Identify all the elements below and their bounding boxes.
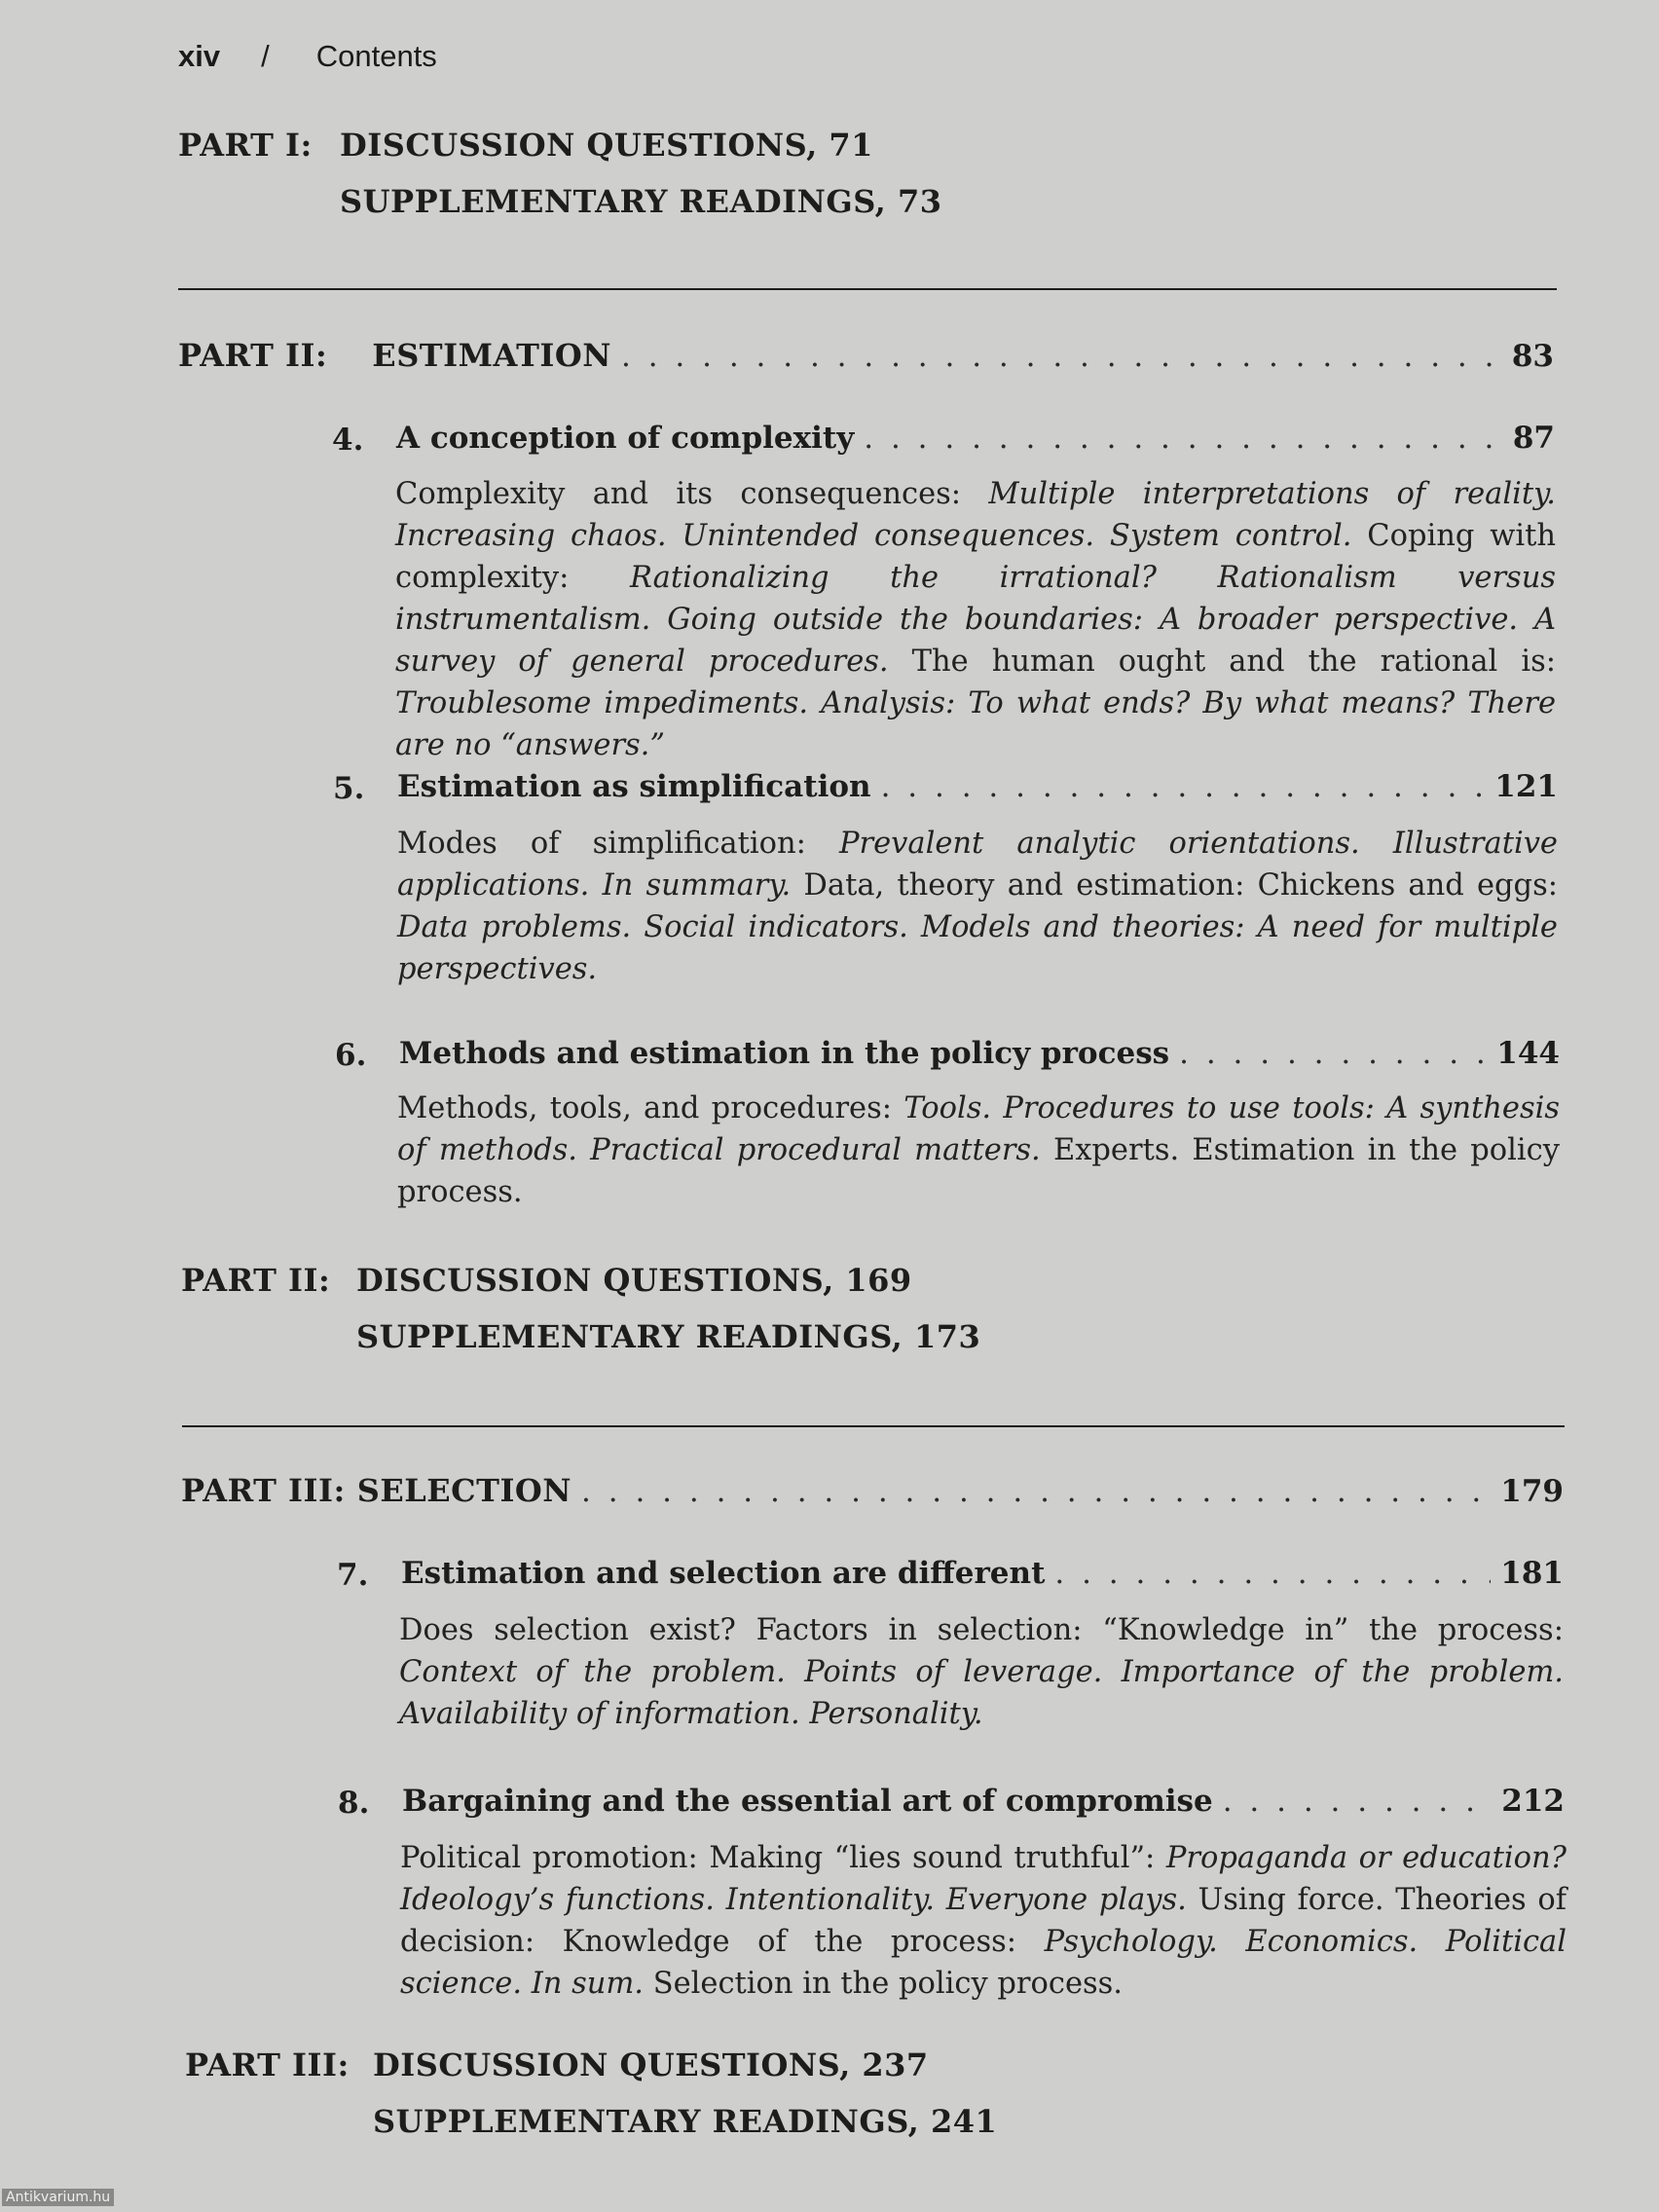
part3-page: 179 — [1500, 1474, 1564, 1509]
chapter-5-page: 121 — [1494, 769, 1558, 804]
chapter-5-description — [397, 823, 1558, 990]
chapter-4-description — [395, 473, 1556, 766]
part2-end-label: PART II: — [181, 1262, 331, 1299]
part2-discussion-questions: DISCUSSION QUESTIONS, 169 — [356, 1262, 912, 1299]
leader-dots — [1054, 1556, 1491, 1591]
watermark: Antikvarium.hu — [2, 2189, 114, 2206]
divider-rule — [182, 1425, 1565, 1427]
section-topic: Methods, tools, and procedures: — [397, 1091, 904, 1125]
part1-supplementary-readings: SUPPLEMENTARY READINGS, 73 — [340, 183, 942, 220]
part2-heading[interactable] — [178, 337, 1554, 374]
part2-page: 83 — [1511, 339, 1554, 374]
section-topic: Modes of simplification: — [397, 827, 839, 861]
header-page-number: xiv — [178, 39, 221, 73]
part3-end-label: PART III: — [185, 2046, 350, 2083]
chapter-8-number: 8. — [338, 1786, 370, 1821]
section-topic: Does selection exist? Factors in selection: “Knowledge in” the process: — [399, 1613, 1564, 1647]
chapter-7-title: Estimation and selection are different — [401, 1556, 1046, 1591]
chapter-8-entry[interactable] — [402, 1784, 1565, 1819]
chapter-6-entry[interactable] — [399, 1036, 1560, 1071]
header-separator: / — [261, 39, 270, 73]
part2-supplementary-readings: SUPPLEMENTARY READINGS, 173 — [356, 1318, 981, 1355]
part3-label: PART III: — [181, 1472, 346, 1509]
italic-subtopics: Multiple interpretations of reality. Increasing chaos. Unintended consequences. System control. — [395, 477, 1556, 553]
chapter-6-description — [397, 1088, 1560, 1213]
chapter-8-title: Bargaining and the essential art of compromise — [402, 1784, 1213, 1819]
chapter-4-entry[interactable] — [396, 421, 1555, 456]
part3-discussion-questions: DISCUSSION QUESTIONS, 237 — [373, 2046, 929, 2083]
part1-discussion-questions: DISCUSSION QUESTIONS, 71 — [340, 127, 873, 164]
section-topic: Selection in the policy process. — [644, 1967, 1123, 2001]
leader-dots — [621, 339, 1502, 374]
leader-dots — [1223, 1784, 1493, 1819]
chapter-5-title: Estimation as simplification — [397, 769, 871, 804]
italic-subtopics: Data problems. Social indicators. Models and theories: A need for multiple perspectives. — [397, 910, 1558, 986]
section-topic: Data, theory and estimation: Chickens and eggs: — [791, 868, 1558, 903]
leader-dots — [864, 421, 1503, 456]
chapter-4-title: A conception of complexity — [396, 421, 855, 456]
italic-subtopics: Tools. Procedures to use tools: A synthesis of methods. Practical procedural matters. — [397, 1091, 1561, 1167]
chapter-5-entry[interactable] — [397, 769, 1558, 804]
chapter-6-title: Methods and estimation in the policy process — [399, 1036, 1170, 1071]
chapter-7-entry[interactable] — [401, 1556, 1564, 1591]
part3-heading[interactable] — [181, 1472, 1564, 1509]
chapter-6-number: 6. — [335, 1038, 367, 1073]
part3-supplementary-readings: SUPPLEMENTARY READINGS, 241 — [373, 2103, 998, 2140]
part2-label: PART II: — [178, 337, 328, 374]
chapter-8-page: 212 — [1501, 1784, 1565, 1819]
leader-dots — [1179, 1036, 1487, 1071]
part3-title: SELECTION — [356, 1472, 572, 1509]
section-topic: Complexity and its consequences: — [395, 477, 989, 511]
italic-subtopics: Psychology. Economics. Political science. In sum. — [400, 1925, 1567, 2001]
leader-dots — [881, 769, 1486, 804]
section-topic: Using force. Theories of decision: Knowledge of the process: — [400, 1883, 1567, 1959]
divider-rule — [178, 288, 1557, 290]
chapter-7-number: 7. — [337, 1558, 369, 1593]
section-topic: Coping with complexity: — [395, 519, 1557, 595]
section-topic: Political promotion: Making “lies sound truthful”: — [400, 1841, 1166, 1875]
italic-subtopics: Context of the problem. Points of leverage. Importance of the problem. Availability of information. Personality. — [399, 1655, 1564, 1731]
italic-subtopics: Propaganda or education? Ideology’s functions. Intentionality. Everyone plays. — [400, 1841, 1567, 1917]
running-header — [178, 39, 437, 74]
italic-subtopics: Troublesome impediments. Analysis: To what ends? By what means? There are no “answers.” — [395, 686, 1556, 762]
chapter-8-description — [400, 1837, 1567, 2005]
section-topic: The human ought and the rational is: — [888, 645, 1556, 679]
chapter-4-number: 4. — [332, 423, 364, 458]
section-topic: Experts. Estimation in the policy process. — [397, 1133, 1560, 1209]
chapter-5-number: 5. — [333, 771, 365, 806]
leader-dots — [581, 1474, 1491, 1509]
italic-subtopics: Prevalent analytic orientations. Illustrative applications. In summary. — [397, 827, 1558, 903]
part2-title: ESTIMATION — [372, 337, 611, 374]
part1-end-label: PART I: — [178, 127, 313, 164]
chapter-7-description — [399, 1609, 1564, 1735]
chapter-4-page: 87 — [1512, 421, 1555, 456]
header-title: Contents — [315, 39, 437, 73]
italic-subtopics: Rationalizing the irrational? Rationalism versus instrumentalism. Going outside the boundaries: A broader perspective. A survey of general procedures. — [395, 561, 1557, 679]
chapter-6-page: 144 — [1496, 1036, 1560, 1071]
chapter-7-page: 181 — [1500, 1556, 1564, 1591]
